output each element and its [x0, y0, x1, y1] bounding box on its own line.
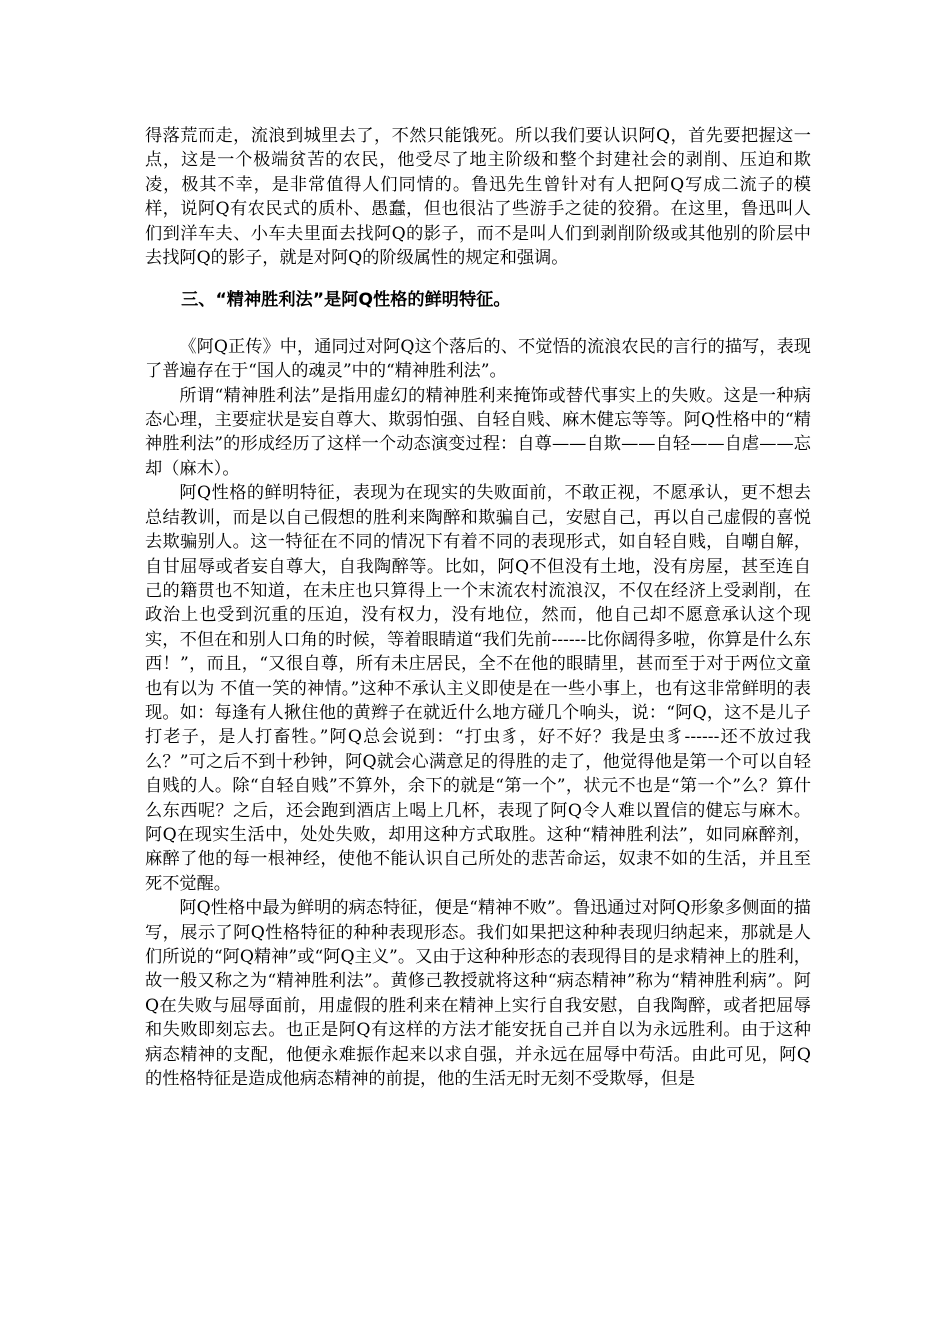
paragraph-characteristics: 阿Q性格的鲜明特征，表现为在现实的失败面前，不敢正视，不愿承认，更不想去总结教训，而是以自己假想的胜利来陶醉和欺骗自己，安慰自己，再以自己虚假的喜悦去欺骗别人。这一特征在不同的情况下有着不同的表现形式，如自轻自贱，自嘲自解，自甘屈辱或者妄自尊大，自我陶醉等。比如，阿Q不但没有土地，没有房屋，甚至连自己的籍贯也不知道，在未庄也只算得上一个末流农村流浪汉，不仅在经济上受剥削，在政治上也受到沉重的压迫，没有权力，没有地位，然而，他自己却不愿意承认这个现实，不但在和别人口角的时候，等着眼睛道“我们先前------比你阔得多啦，你算是什么东西！”，而且，“又很自尊，所有未庄居民，全不在他的眼睛里，甚而至于对于两位文童也有以为 不值一笑的神情。”这种不承认主义即使是在一些小事上，也有这非常鲜明的表现。如：每逢有人揪住他的黄辫子在就近什么地方碰几个响头，说：“阿Q，这不是儿子打老子，是人打畜牲。”阿Q总会说到：“打虫豸，好不好？我是虫豸------还不放过我么？”可之后不到十秒钟，阿Q就会心满意足的得胜的走了，他觉得他是第一个可以自轻自贱的人。除“自轻自贱”不算外，余下的就是“第一个”，状元不也是“第一个”么？算什么东西呢？之后，还会跑到酒店上喝上几杯，表现了阿Q令人难以置信的健忘与麻木。阿Q在现实生活中，处处失败，却用这种方式取胜。这种“精神胜利法”，如同麻醉剂，麻醉了他的每一根神经，使他不能认识自己所处的悲苦命运，奴隶不如的生活，并且至死不觉醒。: [145, 483, 811, 894]
document-page: [145, 124, 811, 1091]
paragraph-definition: 所谓“精神胜利法”是指用虚幻的精神胜利来掩饰或替代事实上的失败。这是一种病态心理，主要症状是妄自尊大、欺弱怕强、自轻自贱、麻木健忘等等。阿Q性格中的“精神胜利法”的形成经历了这样一个动态演变过程：自尊——自欺——自轻——自虐——忘却（麻木）。: [145, 385, 811, 479]
paragraph-continuation: 得落荒而走，流浪到城里去了，不然只能饿死。所以我们要认识阿Q，首先要把握这一点，这是一个极端贫苦的农民，他受尽了地主阶级和整个封建社会的剥削、压迫和欺凌，极其不幸，是非常值得人们同情的。鲁迅先生曾针对有人把阿Q写成二流子的模样，说阿Q有农民式的质朴、愚蠢，但也很沾了些游手之徒的狡猾。在这里，鲁迅叫人们到洋车夫、小车夫里面去找阿Q的影子，而不是叫人们到剥削阶级或其他别的阶层中去找阿Q的影子，就是对阿Q的阶级属性的规定和强调。: [145, 126, 811, 269]
section-heading: 三、“精神胜利法”是阿Q性格的鲜明特征。: [181, 290, 511, 311]
paragraph-pathology: 阿Q性格中最为鲜明的病态特征，便是“精神不败”。鲁迅通过对阿Q形象多侧面的描写，展示了阿Q性格特征的种种表现形态。我们如果把这种种表现归纳起来，那就是人们所说的“阿Q精神”或“阿Q主义”。又由于这种种形态的表现得目的是求精神上的胜利，故一般又称之为“精神胜利法”。黄修己教授就将这种“病态精神”称为“精神胜利病”。阿Q在失败与屈辱面前，用虚假的胜利来在精神上实行自我安慰，自我陶醉，或者把屈辱和失败即刻忘去。也正是阿Q有这样的方法才能安抚自己并自以为永远胜利。由于这种病态精神的支配，他便永难振作起来以求自强，并永远在屈辱中苟活。由此可见，阿Q的性格特征是造成他病态精神的前提，他的生活无时无刻不受欺辱，但是: [145, 898, 811, 1090]
paragraph-intro: 《阿Q正传》中，通同过对阿Q这个落后的、不觉悟的流浪农民的言行的描写，表现了普遍存在于“国人的魂灵”中的“精神胜利法”。: [145, 336, 811, 382]
